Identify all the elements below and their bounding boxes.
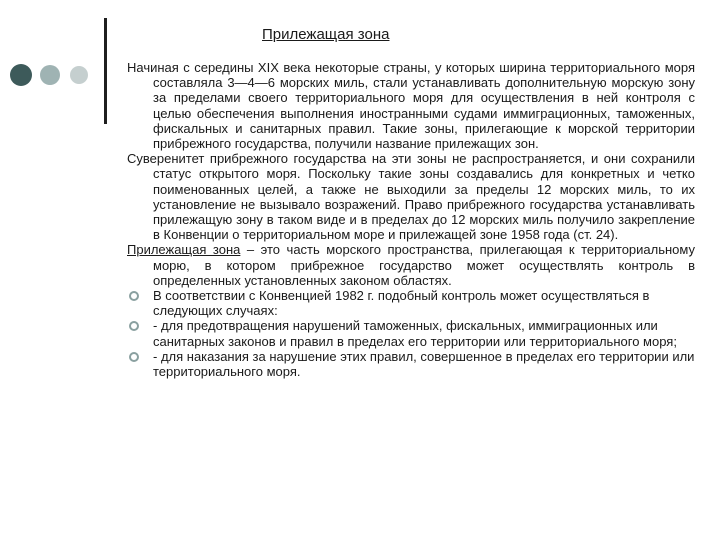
light-dot [70, 66, 88, 84]
ring-bullet-icon [129, 291, 139, 301]
slide-content [127, 60, 695, 379]
bullet-text: - для наказания за нарушение этих правил, совершенное в пределах его территории или территориального моря. [153, 348, 695, 380]
definition-text: – это часть морского пространства, прилегающая к территориальному морю, в котором прибрежное государство может осуществлять контроль в определенных установленных законом областях. [153, 242, 695, 288]
dark-dot [10, 64, 32, 86]
ring-bullet-icon [129, 352, 139, 362]
paragraph-definition [127, 242, 695, 288]
bullet-item [127, 318, 695, 348]
slide-title: Прилежащая зона [262, 26, 390, 43]
bullet-text: - для предотвращения нарушений таможенных, фискальных, иммиграционных или санитарных законов и правил в пределах его территории или территориального моря; [153, 318, 677, 349]
paragraph-history: Начиная с середины XIX века некоторые страны, у которых ширина территориального моря составляла 3—4—6 морских миль, стали устанавливать дополнительную морскую зону за пределами своего территориального моря для осуществления в ней контроля с целью обеспечения выполнения иностранными судами иммиграционных, таможенных, фискальных и санитарных правил. Такие зоны, прилегающие к морской территории прибрежного государства, получили название прилежащих зон. [127, 60, 695, 152]
decorative-dots [10, 64, 94, 86]
mid-dot [40, 65, 60, 85]
bullet-text: В соответствии с Конвенцией 1982 г. подобный контроль может осуществляться в следующих случаях: [153, 288, 650, 319]
bullet-item [127, 349, 695, 379]
definition-term: Прилежащая зона [127, 242, 241, 258]
ring-bullet-icon [129, 321, 139, 331]
vertical-divider [104, 18, 107, 124]
paragraph-sovereignty: Суверенитет прибрежного государства на эти зоны не распространяется, и они сохранили статус открытого моря. Поскольку такие зоны создавались для конкретных и четко поименованных целей, а также не выходили за пределы 12 морских миль, то их установление не вызывало возражений. Право прибрежного государства устанавливать прилежащую зону в таком виде и в пределах до 12 морских миль получило закрепление в Конвенции о территориальном море и прилежащей зоне 1958 года (ст. 24). [127, 151, 695, 243]
bullet-item [127, 288, 695, 318]
